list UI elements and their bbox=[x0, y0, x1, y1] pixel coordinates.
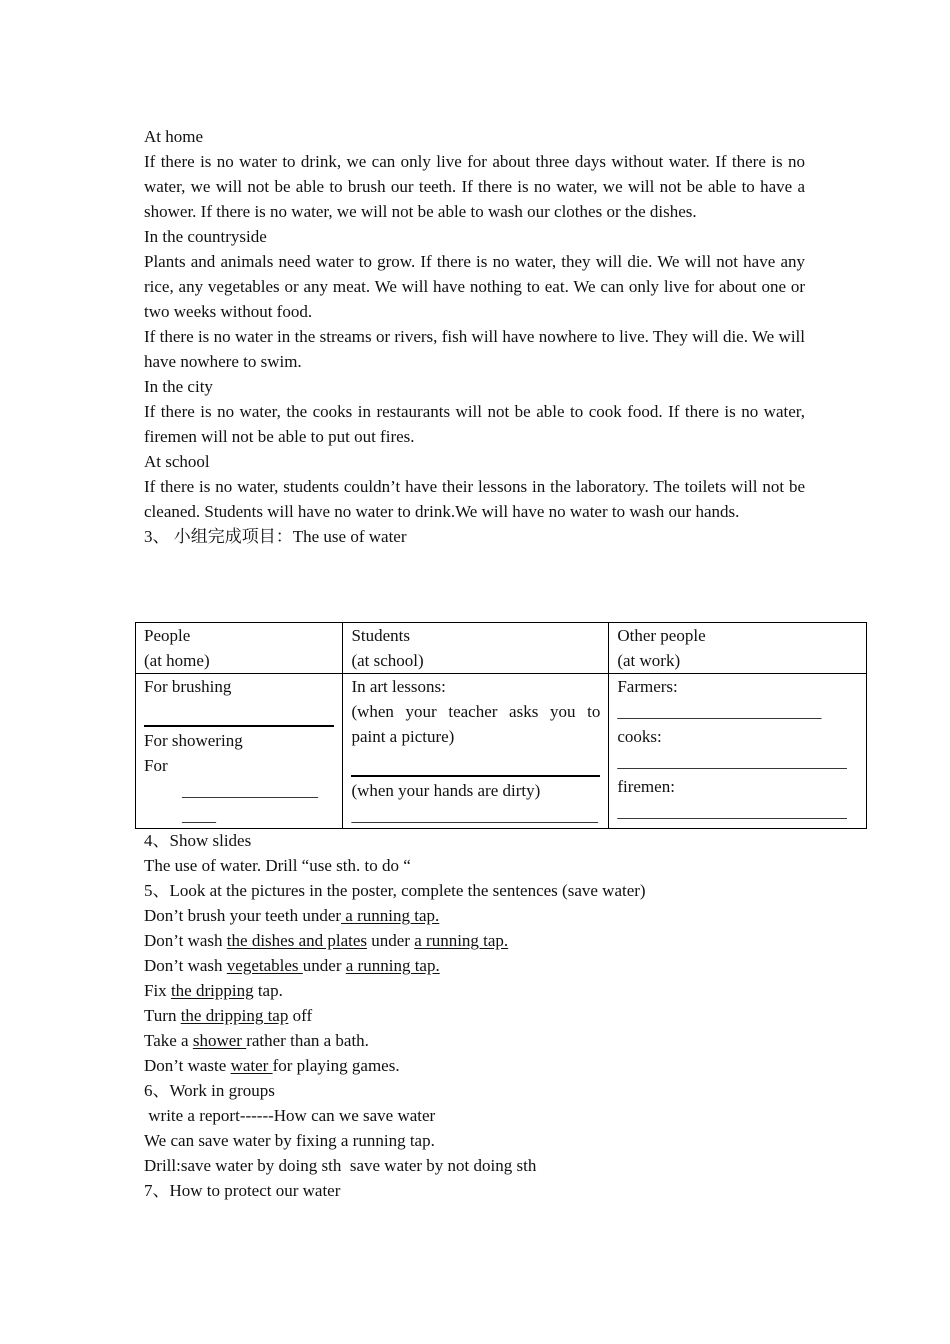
blank-line: ____ bbox=[182, 806, 216, 825]
item-6-line-3: Drill:save water by doing sth save water by not doing sth bbox=[144, 1156, 537, 1175]
for-showering: For showering bbox=[144, 731, 243, 750]
paragraph-countryside-2: If there is no water in the streams or rivers, fish will have nowhere to live. They will die. We will have nowhere to swim. bbox=[144, 327, 805, 371]
item-4-line: The use of water. Drill “use sth. to do “ bbox=[144, 856, 411, 875]
blank-line: ___________________________ bbox=[617, 802, 847, 821]
dirty-hands-note: (when your hands are dirty) bbox=[351, 781, 541, 800]
item-7-title: 7、How to protect our water bbox=[144, 1181, 341, 1200]
firemen-label: firemen: bbox=[617, 777, 675, 796]
blank-line bbox=[351, 751, 600, 777]
blank-line: ________________________ bbox=[617, 702, 822, 721]
for-brushing: For brushing bbox=[144, 677, 232, 696]
sentence-2: Don’t wash the dishes and plates under a running tap. bbox=[144, 931, 509, 950]
heading-countryside: In the countryside bbox=[144, 227, 267, 246]
sentence-3: Don’t wash vegetables under a running tap. bbox=[144, 956, 440, 975]
cell-people bbox=[136, 674, 343, 829]
sentence-5: Turn the dripping tap off bbox=[144, 1006, 313, 1025]
cell-students bbox=[343, 674, 609, 829]
cell-other-people bbox=[609, 674, 867, 829]
paragraph-school: If there is no water, students couldn’t have their lessons in the laboratory. The toilets will not be cleaned. Students will have no water to drink.We will have no water to wash our hands. bbox=[144, 477, 805, 521]
heading-at-home: At home bbox=[144, 127, 204, 146]
blank-line: ________________ bbox=[182, 781, 318, 800]
for-label: For bbox=[144, 756, 168, 775]
document-body-continued bbox=[144, 828, 805, 1203]
farmers-label: Farmers: bbox=[617, 677, 678, 696]
item-4-title: 4、Show slides bbox=[144, 831, 252, 850]
sentence-1: Don’t brush your teeth under a running tap. bbox=[144, 906, 440, 925]
paragraph-countryside-1: Plants and animals need water to grow. If there is no water, they will die. We will not have any rice, any vegetables or any meat. We will have nothing to eat. We can only live for about one or two weeks without food. bbox=[144, 252, 805, 321]
art-note: (when your teacher asks you to paint a picture) bbox=[351, 702, 601, 746]
paragraph-at-home: If there is no water to drink, we can only live for about three days without water. If there is no water, we will not be able to brush our teeth. If there is no water, we will not be able to have a shower. If there is no water, we will not be able to wash our clothes or the dishes. bbox=[144, 152, 805, 221]
blank-line bbox=[144, 701, 334, 727]
header-students: Students (at school) bbox=[343, 623, 609, 674]
table-body-row bbox=[136, 674, 867, 829]
blank-line: ___________________________ bbox=[617, 752, 847, 771]
sentence-6: Take a shower rather than a bath. bbox=[144, 1031, 369, 1050]
paragraph-city: If there is no water, the cooks in restaurants will not be able to cook food. If there is no water, firemen will not be able to put out fires. bbox=[144, 402, 805, 446]
art-lessons: In art lessons: bbox=[351, 677, 446, 696]
header-other-people: Other people (at work) bbox=[609, 623, 867, 674]
sentence-4: Fix the dripping tap. bbox=[144, 981, 283, 1000]
item-6-line-1: write a report------How can we save water bbox=[144, 1106, 436, 1125]
item-6-title: 6、Work in groups bbox=[144, 1081, 275, 1100]
heading-school: At school bbox=[144, 452, 210, 471]
heading-city: In the city bbox=[144, 377, 213, 396]
sentence-7: Don’t waste water for playing games. bbox=[144, 1056, 400, 1075]
cooks-label: cooks: bbox=[617, 727, 662, 746]
table-header-row bbox=[136, 623, 867, 674]
item-6-line-2: We can save water by fixing a running tap. bbox=[144, 1131, 435, 1150]
item-5-title: 5、Look at the pictures in the poster, complete the sentences (save water) bbox=[144, 881, 646, 900]
item-3-title: 3、 小组完成项目：The use of water bbox=[144, 527, 407, 546]
blank-line: _____________________________ bbox=[351, 806, 598, 825]
document-body bbox=[144, 124, 805, 549]
water-use-table bbox=[135, 622, 867, 829]
header-people: People (at home) bbox=[136, 623, 343, 674]
